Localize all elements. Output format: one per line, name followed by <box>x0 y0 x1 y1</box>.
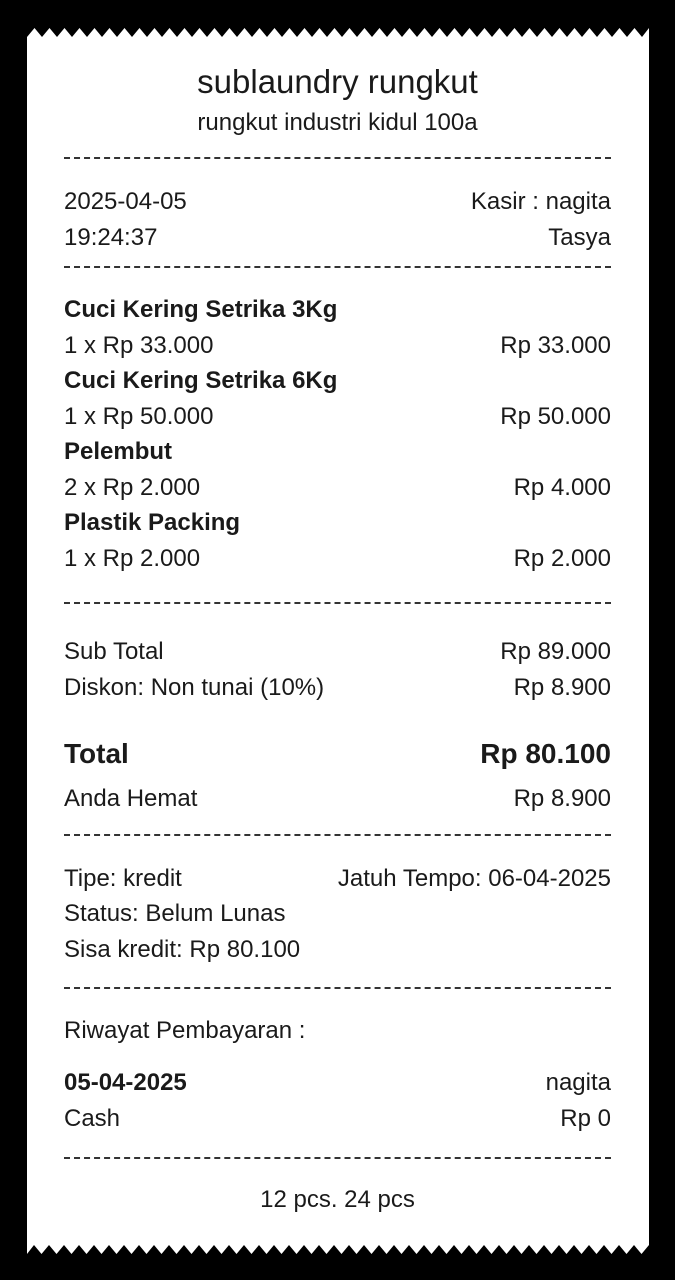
item-total: Rp 2.000 <box>513 545 611 572</box>
divider <box>64 266 611 268</box>
item-qty-price: 1 x Rp 50.000 <box>64 403 214 430</box>
subtotal-value: Rp 89.000 <box>500 638 611 665</box>
subtotal-row <box>64 637 611 667</box>
total-label: Total <box>64 738 129 769</box>
item-total: Rp 4.000 <box>513 474 611 501</box>
cashier-label: Kasir : nagita <box>470 188 611 215</box>
divider <box>64 834 611 836</box>
credit-status: Status: Belum Lunas <box>64 900 286 927</box>
item-name: Cuci Kering Setrika 3Kg <box>64 296 338 323</box>
saved-value: Rp 8.900 <box>513 785 611 812</box>
divider <box>64 602 611 604</box>
payment-user: nagita <box>545 1069 611 1096</box>
store-address: rungkut industri kidul 100a <box>197 109 478 136</box>
item-qty-price: 1 x Rp 33.000 <box>64 332 214 359</box>
item-name: Plastik Packing <box>64 509 241 536</box>
item-total: Rp 50.000 <box>500 403 611 430</box>
item-row <box>64 473 611 503</box>
payment-method: Cash <box>64 1105 121 1132</box>
discount-value: Rp 8.900 <box>513 674 611 701</box>
item-total: Rp 33.000 <box>500 332 611 359</box>
payment-entry-row <box>64 1068 611 1098</box>
total-value: Rp 80.100 <box>480 738 611 769</box>
subtotal-label: Sub Total <box>64 638 164 665</box>
receipt <box>27 28 649 1254</box>
divider <box>64 1157 611 1159</box>
discount-label: Diskon: Non tunai (10%) <box>64 674 325 701</box>
payment-amount: Rp 0 <box>560 1105 611 1132</box>
store-name: sublaundry rungkut <box>197 63 478 100</box>
divider <box>64 157 611 159</box>
payment-entry-row <box>64 1104 611 1134</box>
item-row <box>64 331 611 361</box>
credit-type: Tipe: kredit <box>64 865 182 892</box>
discount-row <box>64 673 611 703</box>
saved-row <box>64 784 611 814</box>
meta-row-1 <box>64 187 611 217</box>
pieces-count: 12 pcs. 24 pcs <box>260 1186 415 1213</box>
transaction-date: 2025-04-05 <box>64 188 187 215</box>
item-row <box>64 402 611 432</box>
payment-date: 05-04-2025 <box>64 1069 187 1096</box>
total-row <box>64 736 611 772</box>
item-name: Cuci Kering Setrika 6Kg <box>64 367 338 394</box>
payment-history-title: Riwayat Pembayaran : <box>64 1017 306 1044</box>
item-qty-price: 1 x Rp 2.000 <box>64 545 201 572</box>
credit-row <box>64 864 611 894</box>
saved-label: Anda Hemat <box>64 785 198 812</box>
item-row <box>64 544 611 574</box>
credit-remaining: Sisa kredit: Rp 80.100 <box>64 936 301 963</box>
credit-due-date: Jatuh Tempo: 06-04-2025 <box>337 865 611 892</box>
meta-row-2 <box>64 223 611 253</box>
divider <box>64 987 611 989</box>
item-name: Pelembut <box>64 438 173 465</box>
customer-name: Tasya <box>548 224 611 251</box>
item-qty-price: 2 x Rp 2.000 <box>64 474 201 501</box>
transaction-time: 19:24:37 <box>64 224 158 251</box>
